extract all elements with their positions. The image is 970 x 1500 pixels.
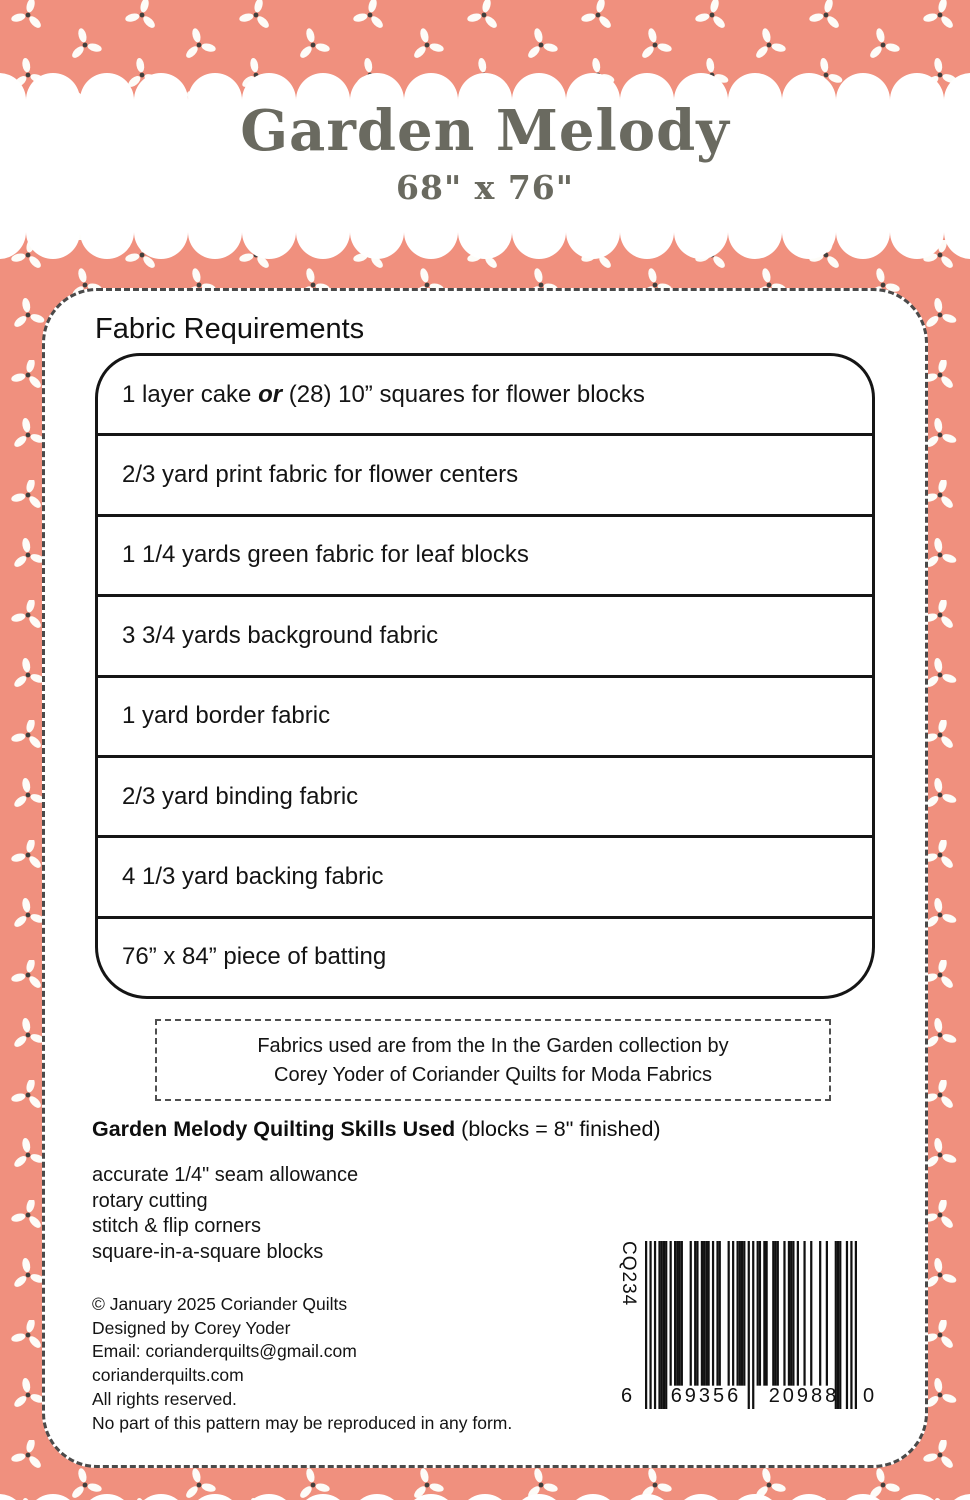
row-text: 76” x 84” piece of batting: [122, 943, 387, 971]
fabrics-note-box: [155, 1019, 831, 1101]
page-title: Garden Melody: [240, 98, 730, 164]
fabric-requirement-row: [98, 758, 872, 838]
row-text: 4 1/3 yard backing fabric: [122, 862, 384, 890]
skills-heading: [92, 1117, 661, 1142]
skills-heading-bold: Garden Melody Quilting Skills Used: [92, 1117, 456, 1141]
barcode-digits-right-group: 20988: [768, 1385, 840, 1407]
barcode-digits-left-group: 69356: [670, 1385, 742, 1407]
fabrics-note-line2: Corey Yoder of Coriander Quilts for Moda Fabrics: [274, 1064, 712, 1086]
row-emphasis: or: [258, 380, 283, 408]
row-text: 2/3 yard print fabric for flower centers: [122, 461, 519, 489]
barcode-bars: [645, 1241, 857, 1409]
row-text: 1 layer cake: [122, 380, 259, 408]
skills-heading-note: (blocks = 8" finished): [455, 1117, 661, 1141]
barcode-digit-left: 6: [621, 1385, 633, 1407]
fabric-requirement-row: [98, 678, 872, 758]
fabric-requirement-row: [98, 838, 872, 918]
barcode-sku: CQ234: [618, 1241, 639, 1307]
row-text: 1 1/4 yards green fabric for leaf blocks: [122, 541, 529, 569]
row-text: 3 3/4 yards background fabric: [122, 621, 439, 649]
skills-list: [92, 1163, 358, 1265]
fabric-requirement-row: [98, 356, 872, 436]
copyright-line: No part of this pattern may be reproduced in any form.: [92, 1412, 513, 1433]
skill-item: rotary cutting: [92, 1189, 208, 1212]
copyright-line: corianderquilts.com: [92, 1365, 244, 1386]
copyright-block: [92, 1293, 512, 1435]
barcode: [617, 1235, 885, 1435]
skill-item: square-in-a-square blocks: [92, 1240, 324, 1263]
row-text: 2/3 yard binding fabric: [122, 782, 359, 810]
barcode-digit-right: 0: [863, 1385, 875, 1407]
copyright-line: Email: corianderquilts@gmail.com: [92, 1341, 357, 1362]
copyright-line: © January 2025 Coriander Quilts: [92, 1294, 348, 1314]
fabric-requirements-heading: Fabric Requirements: [95, 313, 365, 345]
copyright-line: All rights reserved.: [92, 1388, 237, 1409]
row-text: (28) 10” squares for flower blocks: [282, 380, 645, 408]
skill-item: stitch & flip corners: [92, 1215, 261, 1237]
row-text: 1 yard border fabric: [122, 702, 331, 730]
quilt-size: 68" x 76": [396, 168, 574, 207]
fabric-requirement-row: [98, 436, 872, 516]
fabric-requirement-row: [98, 919, 872, 996]
skill-item: accurate 1/4" seam allowance: [92, 1164, 359, 1186]
fabric-requirement-row: [98, 597, 872, 677]
main-panel: [42, 288, 928, 1468]
copyright-line: Designed by Corey Yoder: [92, 1317, 291, 1338]
fabric-requirement-row: [98, 517, 872, 597]
fabrics-note-line1: Fabrics used are from the In the Garden collection by: [257, 1035, 729, 1057]
fabric-requirements-table: [95, 353, 875, 999]
